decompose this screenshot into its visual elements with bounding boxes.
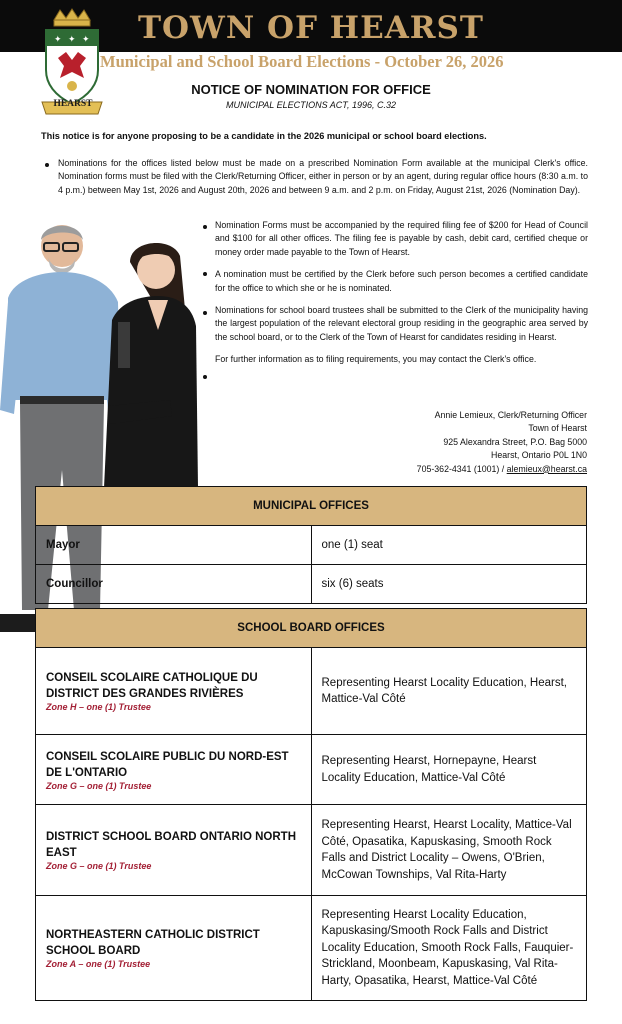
school-board-zone: Zone A – one (1) Trustee [46, 959, 151, 969]
table-row [36, 735, 587, 805]
clerk-contact [417, 409, 587, 476]
bullet-certification: A nomination must be certified by the Clerk before such person becomes a certified candidate for the office to which she or he is nominated. [215, 269, 588, 293]
school-board-area: Representing Hearst Locality Education, Kapuskasing/Smooth Rock Falls and District Locality Education, Smooth Rock Falls, Fauquier-Strickland, Moonbeam, Kapuskasing, Val Rita-Harty, Opasatika, Hearst, Mattice-Val Côté [311, 896, 587, 1001]
school-board-name: NORTHEASTERN CATHOLIC DISTRICT SCHOOL BOARD [46, 929, 260, 957]
table-row [36, 526, 587, 565]
office-seats: one (1) seat [311, 526, 587, 565]
school-board-zone: Zone H – one (1) Trustee [46, 702, 151, 712]
bullet-school-trustees: Nominations for school board trustees shall be submitted to the Clerk of the municipality having the largest population of the relevant electoral group residing in the geographic area served by the school board, or to the Clerk of the Town of Hearst for candidates residing in Hearst. [215, 305, 588, 342]
office-name: Councillor [36, 565, 312, 604]
school-board-area: Representing Hearst, Hornepayne, Hearst Locality Education, Mattice-Val Côté [311, 735, 587, 805]
municipal-offices-heading: MUNICIPAL OFFICES [36, 487, 587, 526]
table-row [36, 805, 587, 896]
school-board-zone: Zone G – one (1) Trustee [46, 861, 152, 871]
election-subtitle: Municipal and School Board Elections - October 26, 2026 [100, 52, 504, 71]
notice-title: NOTICE OF NOMINATION FOR OFFICE [191, 82, 431, 97]
bullet-filing-fee: Nomination Forms must be accompanied by the required filing fee of $200 for Head of Council and $100 for all other offices. The filing fee is payable by cash, debit card, certified cheque or money order made payable to the Town of Hearst. [215, 220, 588, 257]
svg-text:✦: ✦ [68, 35, 76, 45]
svg-text:✦: ✦ [54, 35, 62, 45]
offices-table [35, 486, 587, 1001]
school-board-zone: Zone G – one (1) Trustee [46, 780, 152, 791]
school-board-offices-header [36, 609, 587, 648]
clerk-address-line1: 925 Alexandra Street, P.O. Bag 5000 [443, 436, 587, 447]
clerk-phone: 705-362-4341 (1001) / [416, 463, 507, 474]
clerk-address-line2: Hearst, Ontario P0L 1N0 [491, 450, 587, 461]
table-row [36, 896, 587, 1001]
clerk-org: Town of Hearst [528, 423, 587, 434]
act-reference: MUNICIPAL ELECTIONS ACT, 1996, C.32 [225, 100, 397, 110]
table-row [36, 648, 587, 735]
office-seats: six (6) seats [311, 565, 587, 604]
office-name: Mayor [36, 526, 312, 565]
bullet-further-info: For further information as to filing requirements, you may contact the Clerk's office. [215, 354, 537, 365]
municipal-offices-header [36, 487, 587, 526]
school-board-name: CONSEIL SCOLAIRE PUBLIC DU NORD-EST DE L'ONTARIO [46, 750, 289, 779]
school-board-name: CONSEIL SCOLAIRE CATHOLIQUE DU DISTRICT DES GRANDES RIVIÈRES [46, 672, 258, 700]
town-title: TOWN OF HEARST [137, 10, 484, 46]
school-board-offices-heading: SCHOOL BOARD OFFICES [36, 609, 587, 648]
intro-text: This notice is for anyone proposing to be a candidate in the 2026 municipal or school board elections. [41, 131, 487, 141]
notice-bullets [215, 219, 588, 376]
clerk-email-link[interactable]: alemieux@hearst.ca [506, 463, 587, 474]
table-row [36, 565, 587, 604]
school-board-name: DISTRICT SCHOOL BOARD ONTARIO NORTH EAST [46, 831, 297, 859]
school-board-area: Representing Hearst Locality Education, Hearst, Mattice-Val Côté [311, 648, 587, 735]
bullet-dot [45, 163, 49, 167]
clerk-name: Annie Lemieux, Clerk/Returning Officer [434, 410, 587, 420]
school-board-area: Representing Hearst, Hearst Locality, Mattice-Val Côté, Opasatika, Kapuskasing, Smooth Rock Falls and District Locality – Owens, O'Brien, McCowan Townships, Val Rita-Harty [311, 805, 587, 896]
bullet-nomination-forms: Nominations for the offices listed below must be made on a prescribed Nomination Form available at the municipal Clerk's office. Nomination forms must be filed with the Clerk/Returning Officer, either in person or by an agent, during regular office hours (8:30 a.m. to 4 p.m.) between May 1st, 2026 and August 20th, 2026 and between 9 a.m. and 2 p.m. on Friday, August 21st, 2026 (Nomination Day). [58, 158, 588, 195]
svg-text:✦: ✦ [82, 35, 90, 45]
crest-banner-label: HEARST [53, 99, 93, 109]
